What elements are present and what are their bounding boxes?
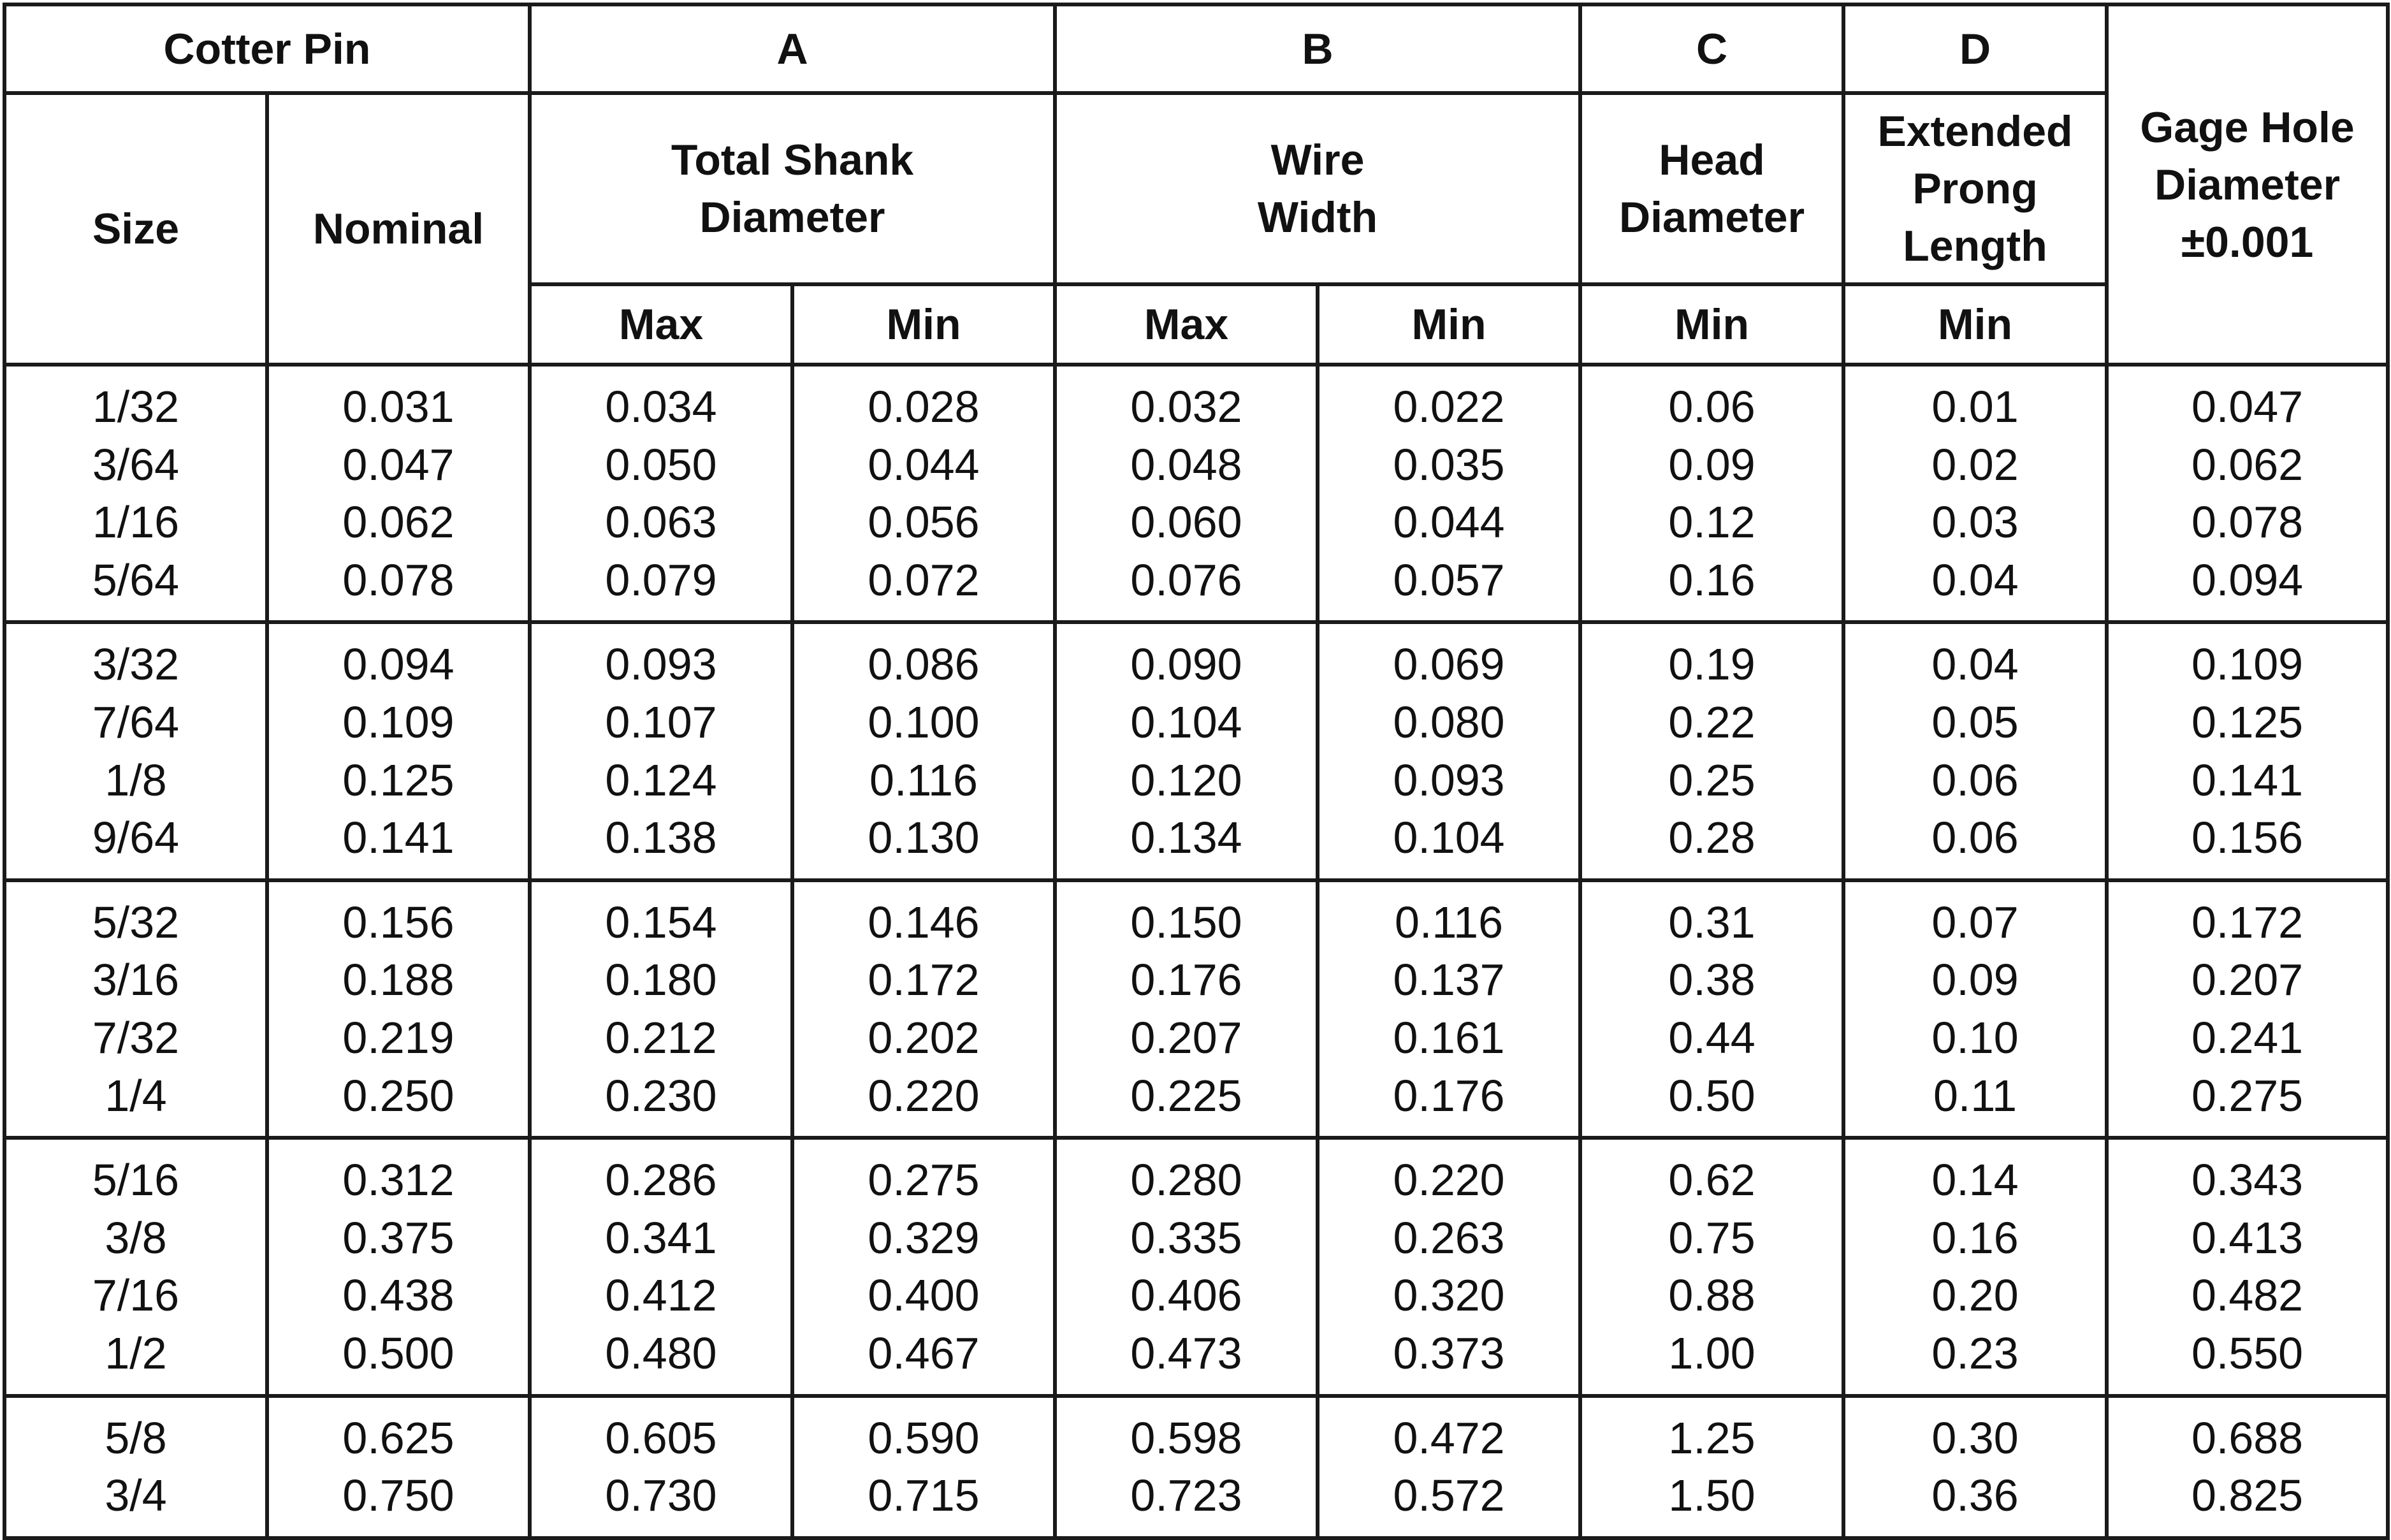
value-d-min: 0.11 [1933,1070,2017,1121]
value-b-max: 0.473 [1130,1328,1242,1378]
value-a-max: 0.138 [605,813,717,863]
value-b-max: 0.104 [1130,697,1242,747]
value-a-min: 0.130 [868,813,980,863]
cell-b-min [1318,622,1580,880]
value-size: 3/8 [105,1212,167,1263]
cell-a-max [530,365,792,622]
cell-a-max [530,1396,792,1538]
value-size: 1/8 [105,755,167,805]
cell-d-min [1843,880,2107,1138]
cell-b-max [1055,1138,1318,1395]
gage-line-2: Diameter [2155,160,2341,209]
value-a-min: 0.028 [868,382,980,432]
value-d-min: 0.23 [1931,1328,2019,1378]
c-desc-line-1: Head [1659,136,1765,184]
value-nominal: 0.156 [342,897,454,947]
value-b-min: 0.093 [1393,755,1505,805]
header-total-shank-diameter [530,93,1055,284]
value-c-min: 0.19 [1668,639,1755,690]
value-size: 3/64 [92,439,180,490]
value-c-min: 0.31 [1668,897,1755,947]
value-size: 7/16 [92,1270,180,1321]
header-b: B [1055,4,1580,93]
cell-a-max [530,1138,792,1395]
header-row-letters [4,4,2388,93]
value-nominal: 0.312 [342,1155,454,1205]
value-b-max: 0.090 [1130,639,1242,690]
value-b-min: 0.176 [1393,1070,1505,1121]
cell-nominal [267,622,530,880]
value-gage: 0.078 [2191,497,2304,548]
value-b-min: 0.116 [1395,897,1504,947]
value-c-min: 1.50 [1668,1471,1755,1521]
cell-c-min [1580,365,1843,622]
table-body [4,365,2388,1538]
cell-b-max [1055,1396,1318,1538]
value-d-min: 0.16 [1931,1212,2019,1263]
value-c-min: 0.16 [1668,555,1755,605]
value-d-min: 0.06 [1931,813,2019,863]
value-size: 5/8 [105,1413,167,1463]
value-size: 7/64 [92,697,180,747]
header-size: Size [4,93,267,365]
value-c-min: 0.22 [1668,697,1755,747]
value-b-min: 0.263 [1393,1212,1505,1263]
value-a-min: 0.467 [868,1328,980,1378]
value-c-min: 0.62 [1668,1155,1755,1205]
value-b-min: 0.022 [1393,382,1505,432]
value-size: 3/4 [105,1471,167,1521]
value-gage: 0.172 [2191,897,2304,947]
cell-size [4,1138,267,1395]
cell-size [4,622,267,880]
cell-gage [2107,880,2388,1138]
value-a-max: 0.093 [605,639,717,690]
table-header [4,4,2388,365]
header-nominal: Nominal [267,93,530,365]
value-b-max: 0.120 [1130,755,1242,805]
d-desc-line-2: Prong [1912,164,2038,213]
value-nominal: 0.438 [342,1270,454,1321]
header-b-min: Min [1318,284,1580,365]
value-nominal: 0.109 [342,697,454,747]
value-a-min: 0.275 [868,1155,980,1205]
cell-d-min [1843,622,2107,880]
value-b-max: 0.598 [1130,1413,1242,1463]
value-gage: 0.482 [2191,1270,2304,1321]
value-gage: 0.156 [2191,813,2304,863]
cell-c-min [1580,622,1843,880]
header-head-diameter [1580,93,1843,284]
value-b-min: 0.104 [1393,813,1505,863]
table-row [4,622,2388,880]
value-nominal: 0.094 [342,639,454,690]
value-size: 1/2 [105,1328,167,1378]
value-a-min: 0.116 [869,755,978,805]
value-b-min: 0.080 [1393,697,1505,747]
header-c-min: Min [1580,284,1843,365]
value-d-min: 0.05 [1931,697,2019,747]
value-b-max: 0.150 [1130,897,1242,947]
value-d-min: 0.14 [1931,1155,2019,1205]
header-b-max: Max [1055,284,1318,365]
cell-nominal [267,1396,530,1538]
header-c: C [1580,4,1843,93]
value-b-max: 0.048 [1130,439,1242,490]
value-a-max: 0.154 [605,897,717,947]
value-b-min: 0.320 [1393,1270,1505,1321]
cell-size [4,880,267,1138]
value-a-max: 0.412 [605,1270,717,1321]
cell-b-min [1318,880,1580,1138]
value-b-min: 0.373 [1393,1328,1505,1378]
cell-b-min [1318,1396,1580,1538]
value-gage: 0.094 [2191,555,2304,605]
value-a-max: 0.079 [605,555,717,605]
value-b-min: 0.220 [1393,1155,1505,1205]
value-d-min: 0.04 [1931,639,2019,690]
value-nominal: 0.125 [342,755,454,805]
value-b-max: 0.207 [1130,1012,1242,1063]
value-gage: 0.125 [2191,697,2304,747]
value-a-max: 0.230 [605,1070,717,1121]
header-a-max: Max [530,284,792,365]
value-c-min: 0.44 [1668,1012,1755,1063]
value-c-min: 0.09 [1668,439,1755,490]
value-a-max: 0.034 [605,382,717,432]
value-b-min: 0.472 [1393,1413,1505,1463]
value-a-max: 0.480 [605,1328,717,1378]
cell-c-min [1580,880,1843,1138]
value-size: 1/4 [105,1070,167,1121]
value-nominal: 0.500 [342,1328,454,1378]
header-a-min: Min [792,284,1055,365]
value-gage: 0.688 [2191,1413,2304,1463]
cotter-pin-dimensions-table [3,3,2390,1540]
cell-b-max [1055,622,1318,880]
value-a-max: 0.107 [605,697,717,747]
value-nominal: 0.250 [342,1070,454,1121]
value-size: 3/16 [92,955,180,1005]
c-desc-line-2: Diameter [1619,193,1805,242]
value-a-min: 0.086 [868,639,980,690]
value-gage: 0.062 [2191,439,2304,490]
value-a-max: 0.605 [605,1413,717,1463]
cell-d-min [1843,1396,2107,1538]
value-c-min: 0.12 [1668,497,1755,548]
cell-a-min [792,365,1055,622]
gage-line-3: ±0.001 [2181,217,2314,266]
header-d-min: Min [1843,284,2107,365]
header-row-descriptions [4,93,2388,284]
value-b-max: 0.176 [1130,955,1242,1005]
value-b-max: 0.723 [1130,1471,1242,1521]
value-nominal: 0.375 [342,1212,454,1263]
cell-b-max [1055,880,1318,1138]
cell-nominal [267,1138,530,1395]
cell-a-min [792,880,1055,1138]
cell-b-min [1318,365,1580,622]
value-gage: 0.207 [2191,955,2304,1005]
cell-a-min [792,1138,1055,1395]
value-nominal: 0.062 [342,497,454,548]
value-d-min: 0.01 [1931,382,2019,432]
header-cotter-pin: Cotter Pin [4,4,530,93]
value-b-min: 0.137 [1393,955,1505,1005]
value-d-min: 0.04 [1931,555,2019,605]
value-b-min: 0.161 [1393,1012,1505,1063]
table-row [4,1138,2388,1395]
value-a-min: 0.400 [868,1270,980,1321]
value-c-min: 0.28 [1668,813,1755,863]
value-nominal: 0.141 [342,813,454,863]
value-size: 3/32 [92,639,180,690]
value-a-min: 0.172 [868,955,980,1005]
header-a: A [530,4,1055,93]
cell-gage [2107,622,2388,880]
value-nominal: 0.078 [342,555,454,605]
header-wire-width [1055,93,1580,284]
cell-gage [2107,1138,2388,1395]
value-a-min: 0.146 [868,897,980,947]
b-desc-line-1: Wire [1270,136,1365,184]
value-a-min: 0.072 [868,555,980,605]
cell-gage [2107,1396,2388,1538]
header-d: D [1843,4,2107,93]
value-gage: 0.047 [2191,382,2304,432]
gage-line-1: Gage Hole [2140,103,2355,152]
cell-size [4,1396,267,1538]
value-b-min: 0.044 [1393,497,1505,548]
value-gage: 0.413 [2191,1212,2304,1263]
value-a-min: 0.202 [868,1012,980,1063]
value-d-min: 0.09 [1931,955,2019,1005]
b-desc-line-2: Width [1257,193,1378,242]
value-gage: 0.343 [2191,1155,2304,1205]
cell-nominal [267,365,530,622]
cell-a-max [530,622,792,880]
value-gage: 0.550 [2191,1328,2304,1378]
value-a-max: 0.180 [605,955,717,1005]
value-a-max: 0.286 [605,1155,717,1205]
value-b-max: 0.406 [1130,1270,1242,1321]
cell-a-min [792,1396,1055,1538]
cell-c-min [1580,1396,1843,1538]
value-c-min: 0.75 [1668,1212,1755,1263]
a-desc-line-2: Diameter [699,193,885,242]
value-a-max: 0.124 [605,755,717,805]
value-d-min: 0.07 [1931,897,2019,947]
value-nominal: 0.031 [342,382,454,432]
value-nominal: 0.625 [342,1413,454,1463]
value-b-max: 0.032 [1130,382,1242,432]
value-size: 5/64 [92,555,180,605]
value-c-min: 0.38 [1668,955,1755,1005]
value-a-min: 0.044 [868,439,980,490]
a-desc-line-1: Total Shank [671,136,914,184]
value-a-min: 0.100 [868,697,980,747]
cell-d-min [1843,365,2107,622]
value-d-min: 0.02 [1931,439,2019,490]
cell-b-min [1318,1138,1580,1395]
value-a-max: 0.341 [605,1212,717,1263]
value-nominal: 0.188 [342,955,454,1005]
cell-d-min [1843,1138,2107,1395]
header-gage-hole-diameter [2107,4,2388,365]
value-a-min: 0.590 [868,1413,980,1463]
cell-a-min [792,622,1055,880]
value-b-max: 0.134 [1130,813,1242,863]
cell-nominal [267,880,530,1138]
value-d-min: 0.10 [1931,1012,2019,1063]
value-b-max: 0.335 [1130,1212,1242,1263]
value-b-max: 0.060 [1130,497,1242,548]
value-gage: 0.141 [2191,755,2304,805]
table-row [4,365,2388,622]
value-nominal: 0.750 [342,1471,454,1521]
value-c-min: 0.25 [1668,755,1755,805]
value-c-min: 0.88 [1668,1270,1755,1321]
cell-size [4,365,267,622]
value-a-max: 0.730 [605,1471,717,1521]
value-b-min: 0.069 [1393,639,1505,690]
value-d-min: 0.30 [1931,1413,2019,1463]
value-b-max: 0.076 [1130,555,1242,605]
cell-c-min [1580,1138,1843,1395]
value-nominal: 0.047 [342,439,454,490]
value-a-max: 0.050 [605,439,717,490]
value-a-min: 0.715 [868,1471,980,1521]
value-c-min: 1.00 [1668,1328,1755,1378]
value-gage: 0.825 [2191,1471,2304,1521]
d-desc-line-1: Extended [1877,107,2073,156]
value-d-min: 0.03 [1931,497,2019,548]
cell-a-max [530,880,792,1138]
value-b-min: 0.035 [1393,439,1505,490]
cell-gage [2107,365,2388,622]
value-size: 7/32 [92,1012,180,1063]
value-nominal: 0.219 [342,1012,454,1063]
value-gage: 0.241 [2191,1012,2304,1063]
value-a-min: 0.220 [868,1070,980,1121]
value-size: 9/64 [92,813,180,863]
value-c-min: 0.06 [1668,382,1755,432]
value-b-min: 0.057 [1393,555,1505,605]
value-b-min: 0.572 [1393,1471,1505,1521]
value-c-min: 0.50 [1668,1070,1755,1121]
value-c-min: 1.25 [1668,1413,1755,1463]
value-d-min: 0.06 [1931,755,2019,805]
value-gage: 0.109 [2191,639,2304,690]
value-size: 1/16 [92,497,180,548]
value-d-min: 0.36 [1931,1471,2019,1521]
header-extended-prong-length [1843,93,2107,284]
cell-b-max [1055,365,1318,622]
value-b-max: 0.225 [1130,1070,1242,1121]
value-gage: 0.275 [2191,1070,2304,1121]
value-size: 5/32 [92,897,180,947]
value-b-max: 0.280 [1130,1155,1242,1205]
value-size: 5/16 [92,1155,180,1205]
value-d-min: 0.20 [1931,1270,2019,1321]
value-a-max: 0.063 [605,497,717,548]
value-a-min: 0.329 [868,1212,980,1263]
table-row [4,1396,2388,1538]
value-size: 1/32 [92,382,180,432]
d-desc-line-3: Length [1903,222,2047,270]
value-a-max: 0.212 [605,1012,717,1063]
table-row [4,880,2388,1138]
value-a-min: 0.056 [868,497,980,548]
